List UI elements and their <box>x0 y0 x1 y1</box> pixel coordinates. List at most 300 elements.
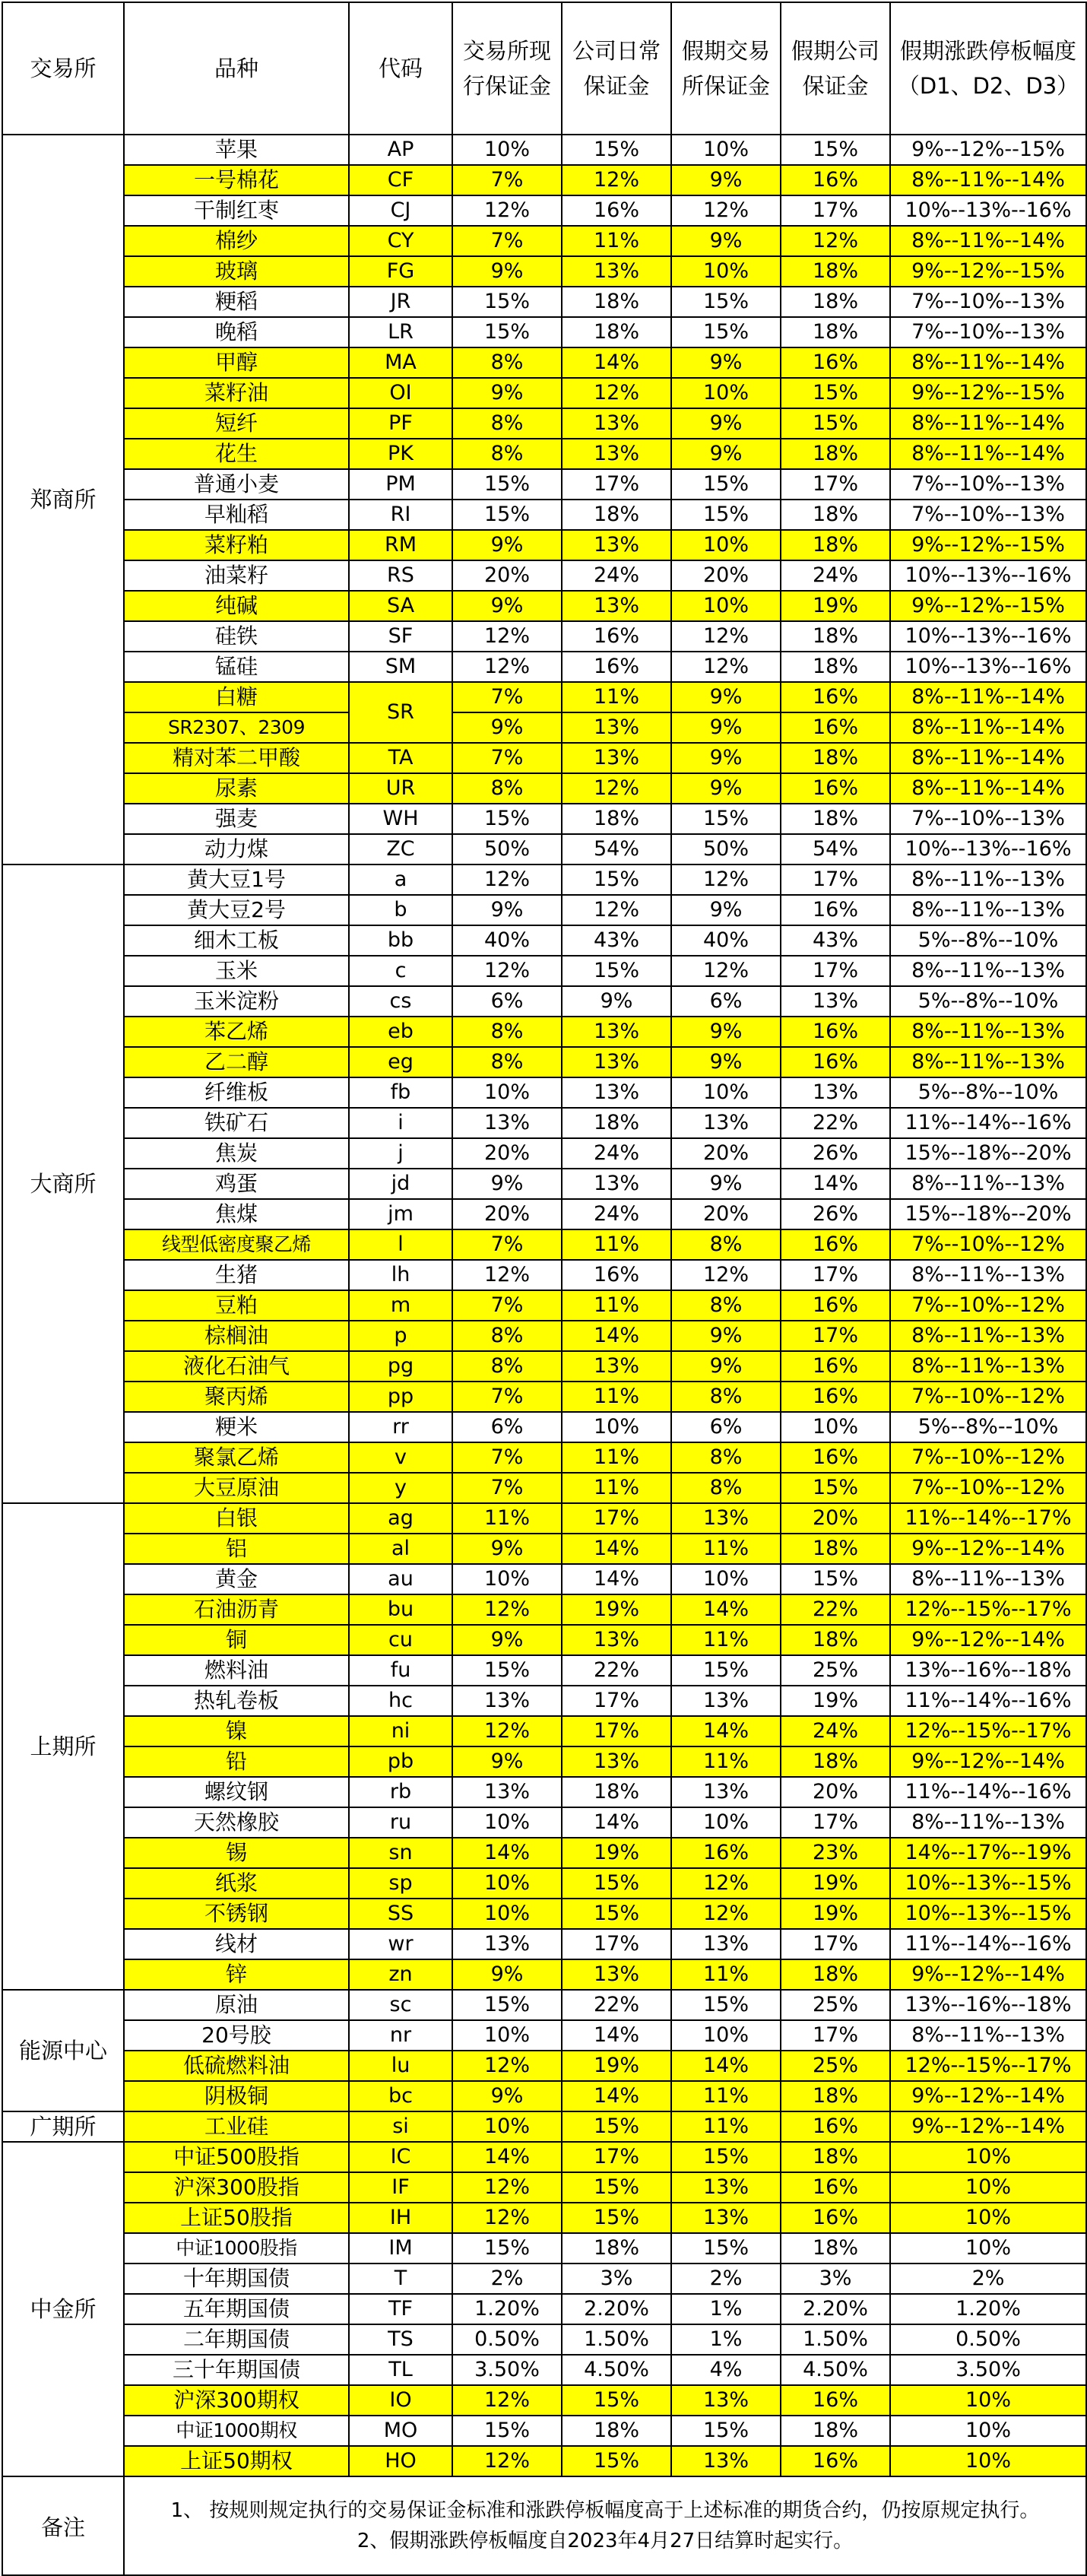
company-daily-margin-cell: 19% <box>562 1594 671 1625</box>
company-daily-margin-cell: 14% <box>562 2081 671 2111</box>
company-holiday-margin-cell: 16% <box>781 773 890 804</box>
exchange-holiday-margin-cell: 8% <box>671 1442 781 1473</box>
company-holiday-margin-cell: 18% <box>781 804 890 834</box>
variety-cell: 细木工板 <box>124 925 349 956</box>
exchange-holiday-margin-cell: 2% <box>671 2264 781 2294</box>
company-daily-margin-cell: 15% <box>562 1868 671 1899</box>
exchange-current-margin-cell: 7% <box>452 1473 562 1503</box>
note-line-1: 1、 按规则规定执行的交易保证金标准和涨跌停板幅度高于上述标准的期货合约，仍按原规定执行。 <box>170 2499 1040 2522</box>
company-holiday-margin-cell: 23% <box>781 1838 890 1868</box>
company-daily-margin-cell: 13% <box>562 408 671 439</box>
exchange-holiday-margin-cell: 15% <box>671 2416 781 2446</box>
company-holiday-margin-cell: 18% <box>781 439 890 469</box>
exchange-name-cell: 郑商所 <box>2 135 124 864</box>
company-daily-margin-cell: 15% <box>562 864 671 895</box>
holiday-limit-cell: 8%--11%--13% <box>890 895 1086 925</box>
variety-cell: 中证1000期权 <box>124 2416 349 2446</box>
exchange-current-margin-cell: 15% <box>452 804 562 834</box>
variety-cell: 工业硅 <box>124 2111 349 2142</box>
exchange-holiday-margin-cell: 20% <box>671 1138 781 1169</box>
company-daily-margin-cell: 24% <box>562 560 671 591</box>
holiday-limit-cell: 8%--11%--13% <box>890 2020 1086 2051</box>
exchange-holiday-margin-cell: 10% <box>671 1077 781 1108</box>
exchange-holiday-margin-cell: 9% <box>671 165 781 195</box>
table-row <box>2 469 1086 500</box>
code-cell: ni <box>349 1716 452 1746</box>
exchange-holiday-margin-cell: 12% <box>671 1260 781 1290</box>
variety-cell: 铝 <box>124 1534 349 1564</box>
company-holiday-margin-cell: 1.50% <box>781 2324 890 2355</box>
company-daily-margin-cell: 13% <box>562 439 671 469</box>
exchange-current-margin-cell: 8% <box>452 1351 562 1382</box>
table-row <box>2 1442 1086 1473</box>
company-daily-margin-cell: 18% <box>562 500 671 530</box>
table-row <box>2 1746 1086 1777</box>
table-row <box>2 591 1086 621</box>
code-cell: IM <box>349 2233 452 2264</box>
holiday-limit-cell: 9%--12%--14% <box>890 1746 1086 1777</box>
company-holiday-margin-cell: 10% <box>781 1412 890 1442</box>
exchange-holiday-margin-cell: 9% <box>671 682 781 712</box>
exchange-holiday-margin-cell: 13% <box>671 2172 781 2203</box>
company-daily-margin-cell: 15% <box>562 1899 671 1929</box>
table-row <box>2 1351 1086 1382</box>
holiday-limit-cell: 10% <box>890 2385 1086 2416</box>
exchange-holiday-margin-cell: 12% <box>671 956 781 986</box>
company-daily-margin-cell: 18% <box>562 804 671 834</box>
exchange-current-margin-cell: 13% <box>452 1108 562 1138</box>
variety-cell: 铅 <box>124 1746 349 1777</box>
company-holiday-margin-cell: 17% <box>781 864 890 895</box>
exchange-current-margin-cell: 9% <box>452 1169 562 1199</box>
holiday-limit-cell: 3.50% <box>890 2355 1086 2385</box>
code-cell: sn <box>349 1838 452 1868</box>
company-daily-margin-cell: 11% <box>562 1229 671 1260</box>
variety-cell: 短纤 <box>124 408 349 439</box>
company-holiday-margin-cell: 13% <box>781 1077 890 1108</box>
company-daily-margin-cell: 13% <box>562 1047 671 1077</box>
table-row <box>2 2142 1086 2172</box>
exchange-current-margin-cell: 14% <box>452 2142 562 2172</box>
company-holiday-margin-cell: 16% <box>781 1047 890 1077</box>
company-holiday-margin-cell: 18% <box>781 317 890 347</box>
exchange-current-margin-cell: 8% <box>452 347 562 378</box>
exchange-holiday-margin-cell: 11% <box>671 2081 781 2111</box>
code-cell: b <box>349 895 452 925</box>
exchange-current-margin-cell: 10% <box>452 2020 562 2051</box>
variety-cell: 焦炭 <box>124 1138 349 1169</box>
code-cell: PF <box>349 408 452 439</box>
company-holiday-margin-cell: 18% <box>781 287 890 317</box>
exchange-holiday-margin-cell: 13% <box>671 1686 781 1716</box>
company-daily-margin-cell: 13% <box>562 1077 671 1108</box>
variety-cell: 菜籽油 <box>124 378 349 408</box>
variety-cell: 尿素 <box>124 773 349 804</box>
holiday-limit-cell: 11%--14%--17% <box>890 1503 1086 1534</box>
exchange-current-margin-cell: 13% <box>452 1777 562 1807</box>
exchange-holiday-margin-cell: 11% <box>671 1534 781 1564</box>
code-cell: RM <box>349 530 452 560</box>
table-row <box>2 1169 1086 1199</box>
exchange-holiday-margin-cell: 9% <box>671 773 781 804</box>
header-holiday-limit: 假期涨跌停板幅度（D1、D2、D3） <box>890 2 1086 135</box>
holiday-limit-cell: 5%--8%--10% <box>890 1077 1086 1108</box>
exchange-holiday-margin-cell: 11% <box>671 1625 781 1655</box>
company-holiday-margin-cell: 16% <box>781 2203 890 2233</box>
holiday-limit-cell: 8%--11%--13% <box>890 1047 1086 1077</box>
exchange-current-margin-cell: 9% <box>452 712 562 743</box>
table-row <box>2 1686 1086 1716</box>
holiday-limit-cell: 8%--11%--14% <box>890 712 1086 743</box>
company-daily-margin-cell: 19% <box>562 1838 671 1868</box>
code-cell: hc <box>349 1686 452 1716</box>
code-cell: m <box>349 1290 452 1321</box>
company-daily-margin-cell: 17% <box>562 1686 671 1716</box>
holiday-limit-cell: 8%--11%--13% <box>890 864 1086 895</box>
variety-cell: 十年期国债 <box>124 2264 349 2294</box>
table-row <box>2 682 1086 712</box>
exchange-holiday-margin-cell: 13% <box>671 2385 781 2416</box>
company-daily-margin-cell: 17% <box>562 469 671 500</box>
variety-cell: 白糖 <box>124 682 349 712</box>
code-cell: bc <box>349 2081 452 2111</box>
company-daily-margin-cell: 13% <box>562 712 671 743</box>
variety-cell: 天然橡胶 <box>124 1807 349 1838</box>
company-daily-margin-cell: 14% <box>562 1534 671 1564</box>
company-daily-margin-cell: 11% <box>562 226 671 256</box>
holiday-limit-cell: 10% <box>890 2446 1086 2476</box>
exchange-current-margin-cell: 12% <box>452 1716 562 1746</box>
company-holiday-margin-cell: 18% <box>781 2142 890 2172</box>
notes-label: 备注 <box>2 2476 124 2575</box>
exchange-current-margin-cell: 8% <box>452 1047 562 1077</box>
exchange-current-margin-cell: 8% <box>452 773 562 804</box>
table-row <box>2 1047 1086 1077</box>
header-company-daily-margin: 公司日常保证金 <box>562 2 671 135</box>
exchange-holiday-margin-cell: 15% <box>671 804 781 834</box>
note-line-2: 2、假期涨跌停板幅度自2023年4月27日结算时起实行。 <box>357 2530 854 2552</box>
code-cell: jm <box>349 1199 452 1229</box>
holiday-limit-cell: 13%--16%--18% <box>890 1655 1086 1686</box>
variety-cell: 螺纹钢 <box>124 1777 349 1807</box>
code-cell: JR <box>349 287 452 317</box>
code-cell: bu <box>349 1594 452 1625</box>
variety-cell: 乙二醇 <box>124 1047 349 1077</box>
code-cell: MO <box>349 2416 452 2446</box>
company-daily-margin-cell: 13% <box>562 1169 671 1199</box>
company-holiday-margin-cell: 18% <box>781 1625 890 1655</box>
company-daily-margin-cell: 22% <box>562 1990 671 2020</box>
table-row <box>2 1777 1086 1807</box>
holiday-limit-cell: 8%--11%--14% <box>890 743 1086 773</box>
code-cell: lh <box>349 1260 452 1290</box>
code-cell: TA <box>349 743 452 773</box>
holiday-limit-cell: 8%--11%--13% <box>890 1351 1086 1382</box>
exchange-current-margin-cell: 12% <box>452 2172 562 2203</box>
holiday-limit-cell: 9%--12%--14% <box>890 2111 1086 2142</box>
table-row <box>2 2020 1086 2051</box>
company-holiday-margin-cell: 16% <box>781 1017 890 1047</box>
variety-cell: 聚氯乙烯 <box>124 1442 349 1473</box>
company-holiday-margin-cell: 19% <box>781 1899 890 1929</box>
company-holiday-margin-cell: 18% <box>781 621 890 652</box>
company-holiday-margin-cell: 17% <box>781 2020 890 2051</box>
company-holiday-margin-cell: 18% <box>781 743 890 773</box>
holiday-limit-cell: 8%--11%--14% <box>890 347 1086 378</box>
exchange-current-margin-cell: 10% <box>452 1807 562 1838</box>
table-row <box>2 1382 1086 1412</box>
company-holiday-margin-cell: 17% <box>781 1807 890 1838</box>
variety-cell: 黄大豆1号 <box>124 864 349 895</box>
holiday-limit-cell: 9%--12%--15% <box>890 591 1086 621</box>
header-exchange-holiday-margin: 假期交易所保证金 <box>671 2 781 135</box>
notes-text <box>124 2476 1086 2575</box>
variety-cell: 沪深300股指 <box>124 2172 349 2203</box>
table-row <box>2 378 1086 408</box>
exchange-holiday-margin-cell: 11% <box>671 2111 781 2142</box>
code-cell: PK <box>349 439 452 469</box>
company-holiday-margin-cell: 17% <box>781 195 890 226</box>
holiday-limit-cell: 14%--17%--19% <box>890 1838 1086 1868</box>
exchange-holiday-margin-cell: 9% <box>671 1321 781 1351</box>
exchange-current-margin-cell: 7% <box>452 1229 562 1260</box>
variety-cell: 玻璃 <box>124 256 349 287</box>
holiday-limit-cell: 7%--10%--13% <box>890 469 1086 500</box>
holiday-limit-cell: 10%--13%--16% <box>890 621 1086 652</box>
variety-cell: 镍 <box>124 1716 349 1746</box>
exchange-holiday-margin-cell: 10% <box>671 1807 781 1838</box>
code-cell: FG <box>349 256 452 287</box>
exchange-holiday-margin-cell: 9% <box>671 408 781 439</box>
variety-cell: 纸浆 <box>124 1868 349 1899</box>
exchange-holiday-margin-cell: 10% <box>671 135 781 165</box>
code-cell: IO <box>349 2385 452 2416</box>
holiday-limit-cell: 8%--11%--13% <box>890 1807 1086 1838</box>
holiday-limit-cell: 11%--14%--16% <box>890 1929 1086 1959</box>
exchange-current-margin-cell: 12% <box>452 1260 562 1290</box>
exchange-holiday-margin-cell: 12% <box>671 621 781 652</box>
exchange-holiday-margin-cell: 10% <box>671 2020 781 2051</box>
variety-cell: 黄大豆2号 <box>124 895 349 925</box>
company-holiday-margin-cell: 22% <box>781 1594 890 1625</box>
company-daily-margin-cell: 17% <box>562 2142 671 2172</box>
holiday-limit-cell: 11%--14%--16% <box>890 1108 1086 1138</box>
company-daily-margin-cell: 14% <box>562 347 671 378</box>
exchange-holiday-margin-cell: 15% <box>671 2142 781 2172</box>
exchange-current-margin-cell: 9% <box>452 895 562 925</box>
holiday-limit-cell: 7%--10%--12% <box>890 1290 1086 1321</box>
exchange-holiday-margin-cell: 15% <box>671 317 781 347</box>
exchange-current-margin-cell: 9% <box>452 256 562 287</box>
table-row <box>2 1534 1086 1564</box>
table-row <box>2 1138 1086 1169</box>
holiday-margin-table <box>2 2 1087 2576</box>
company-daily-margin-cell: 18% <box>562 1777 671 1807</box>
variety-cell: 粳米 <box>124 1412 349 1442</box>
table-row <box>2 1077 1086 1108</box>
variety-cell: 不锈钢 <box>124 1899 349 1929</box>
variety-cell: 一号棉花 <box>124 165 349 195</box>
table-row <box>2 1199 1086 1229</box>
exchange-current-margin-cell: 15% <box>452 469 562 500</box>
exchange-current-margin-cell: 7% <box>452 1290 562 1321</box>
table-row <box>2 560 1086 591</box>
company-daily-margin-cell: 15% <box>562 2111 671 2142</box>
holiday-limit-cell: 13%--16%--18% <box>890 1990 1086 2020</box>
code-cell: IC <box>349 2142 452 2172</box>
code-cell: IH <box>349 2203 452 2233</box>
exchange-holiday-margin-cell: 15% <box>671 2233 781 2264</box>
company-holiday-margin-cell: 26% <box>781 1199 890 1229</box>
code-cell: TF <box>349 2294 452 2324</box>
variety-cell: 鸡蛋 <box>124 1169 349 1199</box>
code-cell: SM <box>349 652 452 682</box>
code-cell: LR <box>349 317 452 347</box>
company-holiday-margin-cell: 43% <box>781 925 890 956</box>
company-daily-margin-cell: 11% <box>562 1473 671 1503</box>
header-company-holiday-margin: 假期公司保证金 <box>781 2 890 135</box>
exchange-holiday-margin-cell: 16% <box>671 1838 781 1868</box>
table-row <box>2 226 1086 256</box>
company-holiday-margin-cell: 18% <box>781 652 890 682</box>
exchange-current-margin-cell: 6% <box>452 986 562 1017</box>
exchange-current-margin-cell: 6% <box>452 1412 562 1442</box>
table-row <box>2 1290 1086 1321</box>
code-cell: ZC <box>349 834 452 864</box>
exchange-current-margin-cell: 10% <box>452 1899 562 1929</box>
code-cell: rb <box>349 1777 452 1807</box>
company-daily-margin-cell: 3% <box>562 2264 671 2294</box>
code-cell: fu <box>349 1655 452 1686</box>
variety-cell: 铜 <box>124 1625 349 1655</box>
company-daily-margin-cell: 15% <box>562 2203 671 2233</box>
exchange-holiday-margin-cell: 9% <box>671 895 781 925</box>
variety-cell: 中证1000股指 <box>124 2233 349 2264</box>
variety-cell: 上证50股指 <box>124 2203 349 2233</box>
table-body <box>2 135 1086 2476</box>
table-row <box>2 1412 1086 1442</box>
company-holiday-margin-cell: 16% <box>781 1229 890 1260</box>
table-row <box>2 2446 1086 2476</box>
table-row <box>2 1655 1086 1686</box>
code-cell: SR <box>349 682 452 743</box>
exchange-holiday-margin-cell: 8% <box>671 1473 781 1503</box>
holiday-limit-cell: 7%--10%--13% <box>890 287 1086 317</box>
company-daily-margin-cell: 13% <box>562 743 671 773</box>
variety-cell: 线型低密度聚乙烯 <box>124 1229 349 1260</box>
code-cell: pg <box>349 1351 452 1382</box>
exchange-current-margin-cell: 9% <box>452 1625 562 1655</box>
table-row <box>2 1229 1086 1260</box>
holiday-limit-cell: 10%--13%--16% <box>890 560 1086 591</box>
holiday-limit-cell: 8%--11%--13% <box>890 1321 1086 1351</box>
holiday-limit-cell: 9%--12%--14% <box>890 1625 1086 1655</box>
code-cell: i <box>349 1108 452 1138</box>
table-row <box>2 1716 1086 1746</box>
table-row <box>2 956 1086 986</box>
variety-cell: 石油沥青 <box>124 1594 349 1625</box>
company-holiday-margin-cell: 13% <box>781 986 890 1017</box>
company-daily-margin-cell: 54% <box>562 834 671 864</box>
company-daily-margin-cell: 11% <box>562 1290 671 1321</box>
exchange-holiday-margin-cell: 9% <box>671 1169 781 1199</box>
company-daily-margin-cell: 13% <box>562 530 671 560</box>
exchange-current-margin-cell: 12% <box>452 2051 562 2081</box>
holiday-limit-cell: 2% <box>890 2264 1086 2294</box>
company-holiday-margin-cell: 4.50% <box>781 2355 890 2385</box>
holiday-limit-cell: 7%--10%--13% <box>890 804 1086 834</box>
code-cell: SS <box>349 1899 452 1929</box>
company-daily-margin-cell: 16% <box>562 621 671 652</box>
company-holiday-margin-cell: 20% <box>781 1503 890 1534</box>
holiday-limit-cell: 7%--10%--12% <box>890 1229 1086 1260</box>
company-daily-margin-cell: 14% <box>562 1321 671 1351</box>
variety-cell: 低硫燃料油 <box>124 2051 349 2081</box>
holiday-limit-cell: 8%--11%--14% <box>890 773 1086 804</box>
exchange-current-margin-cell: 15% <box>452 2233 562 2264</box>
holiday-limit-cell: 7%--10%--12% <box>890 1442 1086 1473</box>
exchange-current-margin-cell: 40% <box>452 925 562 956</box>
code-cell: fb <box>349 1077 452 1108</box>
code-cell: CF <box>349 165 452 195</box>
code-cell: cu <box>349 1625 452 1655</box>
company-holiday-margin-cell: 25% <box>781 1655 890 1686</box>
variety-cell: 早籼稻 <box>124 500 349 530</box>
code-cell: bb <box>349 925 452 956</box>
exchange-holiday-margin-cell: 13% <box>671 2446 781 2476</box>
code-cell: jd <box>349 1169 452 1199</box>
holiday-limit-cell: 9%--12%--15% <box>890 256 1086 287</box>
holiday-limit-cell: 8%--11%--14% <box>890 165 1086 195</box>
table-row <box>2 2233 1086 2264</box>
company-holiday-margin-cell: 26% <box>781 1138 890 1169</box>
exchange-current-margin-cell: 9% <box>452 1959 562 1990</box>
exchange-current-margin-cell: 12% <box>452 2203 562 2233</box>
code-cell: j <box>349 1138 452 1169</box>
company-daily-margin-cell: 13% <box>562 1746 671 1777</box>
exchange-holiday-margin-cell: 13% <box>671 1503 781 1534</box>
table-row <box>2 2203 1086 2233</box>
table-row <box>2 1807 1086 1838</box>
company-daily-margin-cell: 13% <box>562 591 671 621</box>
exchange-holiday-margin-cell: 50% <box>671 834 781 864</box>
variety-cell: 甲醇 <box>124 347 349 378</box>
variety-cell: 热轧卷板 <box>124 1686 349 1716</box>
table-row <box>2 1017 1086 1047</box>
company-holiday-margin-cell: 54% <box>781 834 890 864</box>
company-daily-margin-cell: 18% <box>562 2233 671 2264</box>
exchange-holiday-margin-cell: 9% <box>671 1017 781 1047</box>
code-cell: pb <box>349 1746 452 1777</box>
table-row <box>2 1108 1086 1138</box>
exchange-name-cell: 中金所 <box>2 2142 124 2476</box>
company-daily-margin-cell: 12% <box>562 165 671 195</box>
exchange-holiday-margin-cell: 6% <box>671 986 781 1017</box>
company-daily-margin-cell: 16% <box>562 1260 671 1290</box>
exchange-holiday-margin-cell: 9% <box>671 1047 781 1077</box>
code-cell: zn <box>349 1959 452 1990</box>
company-daily-margin-cell: 12% <box>562 378 671 408</box>
header-variety: 品种 <box>124 2 349 135</box>
exchange-current-margin-cell: 12% <box>452 2446 562 2476</box>
code-cell: RI <box>349 500 452 530</box>
exchange-holiday-margin-cell: 12% <box>671 652 781 682</box>
variety-cell: 粳稻 <box>124 287 349 317</box>
table-row <box>2 317 1086 347</box>
holiday-limit-cell: 15%--18%--20% <box>890 1199 1086 1229</box>
variety-cell: 锡 <box>124 1838 349 1868</box>
company-daily-margin-cell: 12% <box>562 773 671 804</box>
